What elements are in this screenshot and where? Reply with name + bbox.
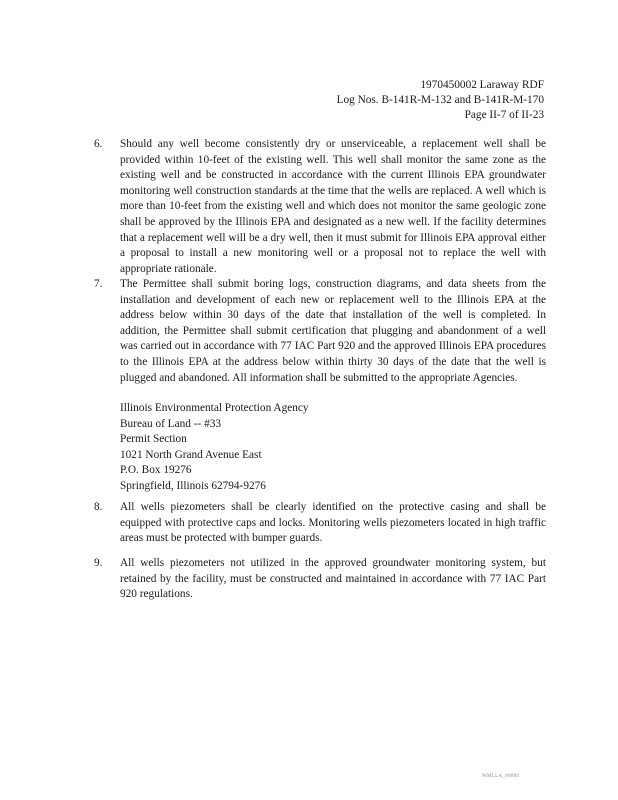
address-line: 1021 North Grand Avenue East <box>120 448 262 461</box>
item-number: 7. <box>94 278 103 290</box>
condition-item-6 <box>94 137 546 277</box>
page-header <box>337 78 544 123</box>
header-permit-id: 1970450002 Laraway RDF <box>420 79 544 91</box>
item-text: All wells piezometers not utilized in the approved groundwater monitoring system, but retained by the facility, must be constructed and maintained in accordance with 77 IAC Part 920 regulations. <box>120 557 546 601</box>
address-line: Permit Section <box>120 433 187 446</box>
condition-item-9 <box>94 556 546 603</box>
condition-item-8 <box>94 500 546 547</box>
address-line: Bureau of Land -- #33 <box>120 417 222 430</box>
address-line: P.O. Box 19276 <box>120 464 192 477</box>
bates-stamp: WMLLA_00000 <box>482 774 520 779</box>
agency-address <box>120 401 309 495</box>
item-text: All wells piezometers shall be clearly identified on the protective casing and shall be equipped with protective caps and locks. Monitoring wells piezometers located in high traffic areas must be protected with bumper guards. <box>120 501 546 545</box>
address-line: Illinois Environmental Protection Agency <box>120 402 309 414</box>
condition-item-7 <box>94 277 546 386</box>
item-number: 9. <box>94 557 103 569</box>
item-text: The Permittee shall submit boring logs, construction diagrams, and data sheets from the installation and development of each new or replacement well to the Illinois EPA at the address below within 30 days of the date that installation of the well is completed. In addition, the Permittee shall submit certification that plugging and abandonment of a well was carried out in accordance with 77 IAC Part 920 and the approved Illinois EPA procedures to the Illinois EPA at the address below within thirty 30 days of the date that the well is plugged and abandoned. All information shall be submitted to the appropriate Agencies. <box>120 278 546 384</box>
header-page-number: Page II-7 of II-23 <box>464 109 544 121</box>
item-number: 8. <box>94 501 103 513</box>
header-log-numbers: Log Nos. B-141R-M-132 and B-141R-M-170 <box>336 94 544 106</box>
address-line: Springfield, Illinois 62794-9276 <box>120 479 266 492</box>
item-text: Should any well become consistently dry or unserviceable, a replacement well shall be provided within 10-feet of the existing well. This well shall monitor the same zone as the existing well and be constructed in accordance with the current Illinois EPA groundwater monitoring well construction standards at the time that the wells are replaced. A well which is more than 10-feet from the existing well and which does not monitor the same geologic zone shall be approved by the Illinois EPA and designated as a new well. If the facility determines that a replacement well will be a dry well, then it must submit for Illinois EPA approval either a proposal to install a new monitoring well or a proposal not to replace the well with appropriate rationale. <box>120 138 546 275</box>
item-number: 6. <box>94 138 103 150</box>
